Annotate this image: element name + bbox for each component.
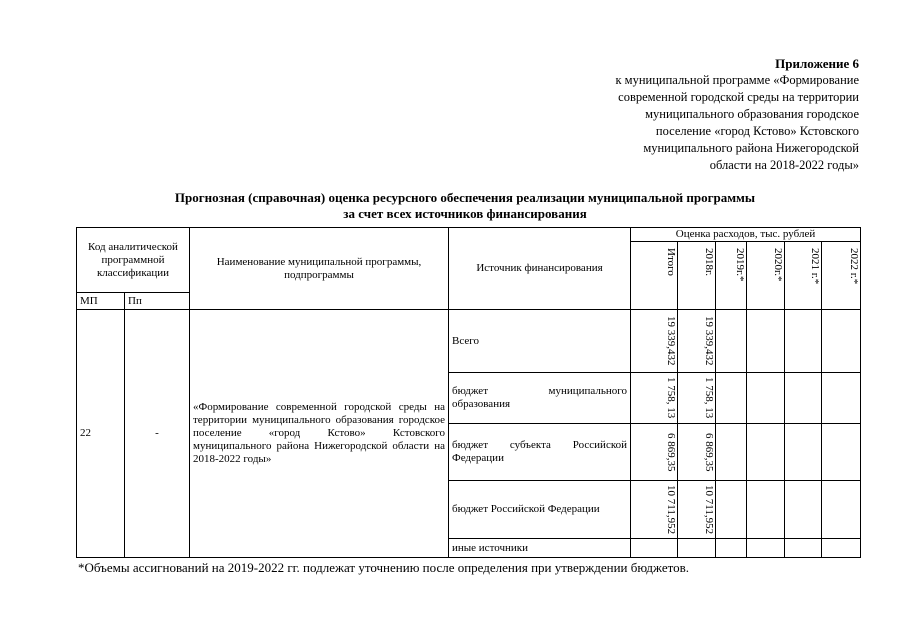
empty-cell — [785, 539, 822, 558]
year-header-2018: 2018г. — [678, 242, 716, 310]
appendix-line: области на 2018-2022 годы» — [709, 158, 859, 172]
appendix-line: муниципального образования городское — [645, 107, 859, 121]
empty-cell — [822, 539, 861, 558]
empty-cell — [785, 310, 822, 373]
appendix-line: муниципального района Нижегородской — [643, 141, 859, 155]
y2018-value: 19 339,432 — [678, 310, 716, 373]
total-value — [631, 539, 678, 558]
source-header: Источник финансирования — [449, 228, 631, 310]
year-header-2020: 2020г.* — [747, 242, 785, 310]
mp-value: 22 — [77, 310, 125, 558]
y2018-value: 1 758, 13 — [678, 373, 716, 424]
y2018-value — [678, 539, 716, 558]
source-label: Всего — [449, 310, 631, 373]
total-value: 19 339,432 — [631, 310, 678, 373]
year-header-2022: 2022 г.* — [822, 242, 861, 310]
empty-cell — [716, 481, 747, 539]
year-header-total: Итого — [631, 242, 678, 310]
empty-cell — [747, 424, 785, 481]
empty-cell — [716, 310, 747, 373]
document-title — [76, 190, 854, 222]
name-header: Наименование муниципальной программы, подпрограммы — [190, 228, 449, 310]
total-value: 1 758, 13 — [631, 373, 678, 424]
appendix-line: современной городской среды на территории — [618, 90, 859, 104]
empty-cell — [785, 481, 822, 539]
empty-cell — [822, 424, 861, 481]
empty-cell — [716, 539, 747, 558]
empty-cell — [747, 373, 785, 424]
year-header-2021: 2021 г.* — [785, 242, 822, 310]
resource-table — [76, 227, 861, 558]
empty-cell — [716, 424, 747, 481]
source-label: иные источники — [449, 539, 631, 558]
empty-cell — [747, 310, 785, 373]
appendix-header — [529, 55, 859, 174]
appendix-line: к муниципальной программе «Формирование — [615, 73, 859, 87]
title-line-1: Прогнозная (справочная) оценка ресурсного обеспечения реализации муниципальной программы — [174, 190, 756, 205]
total-value: 6 869,35 — [631, 424, 678, 481]
empty-cell — [822, 481, 861, 539]
appendix-title: Приложение 6 — [775, 56, 859, 71]
empty-cell — [716, 373, 747, 424]
title-line-2: за счет всех источников финансирования — [343, 206, 587, 221]
year-header-2019: 2019г.* — [716, 242, 747, 310]
pp-value: - — [125, 310, 190, 558]
empty-cell — [822, 310, 861, 373]
source-label: бюджет муниципального образования — [449, 373, 631, 424]
y2018-value: 10 711,952 — [678, 481, 716, 539]
mp-header: МП — [77, 293, 125, 310]
empty-cell — [747, 539, 785, 558]
empty-cell — [785, 373, 822, 424]
estimate-header: Оценка расходов, тыс. рублей — [631, 228, 861, 242]
footnote: *Объемы ассигнований на 2019-2022 гг. подлежат уточнению после определения при утверждении бюджетов. — [78, 560, 689, 575]
y2018-value: 6 869,35 — [678, 424, 716, 481]
code-header: Код аналитической программной классификации — [77, 228, 190, 293]
source-label: бюджет Российской Федерации — [449, 481, 631, 539]
appendix-line: поселение «город Кстово» Кстовского — [655, 124, 859, 138]
empty-cell — [822, 373, 861, 424]
program-name: «Формирование современной городской среды на территории муниципального образования городское поселение «город Кстово» Кстовского муниципального района Нижегородской области на 2018-2022 годы» — [190, 310, 449, 558]
source-label: бюджет субъекта Российской Федерации — [449, 424, 631, 481]
total-value: 10 711,952 — [631, 481, 678, 539]
pp-header: Пп — [125, 293, 190, 310]
empty-cell — [747, 481, 785, 539]
empty-cell — [785, 424, 822, 481]
